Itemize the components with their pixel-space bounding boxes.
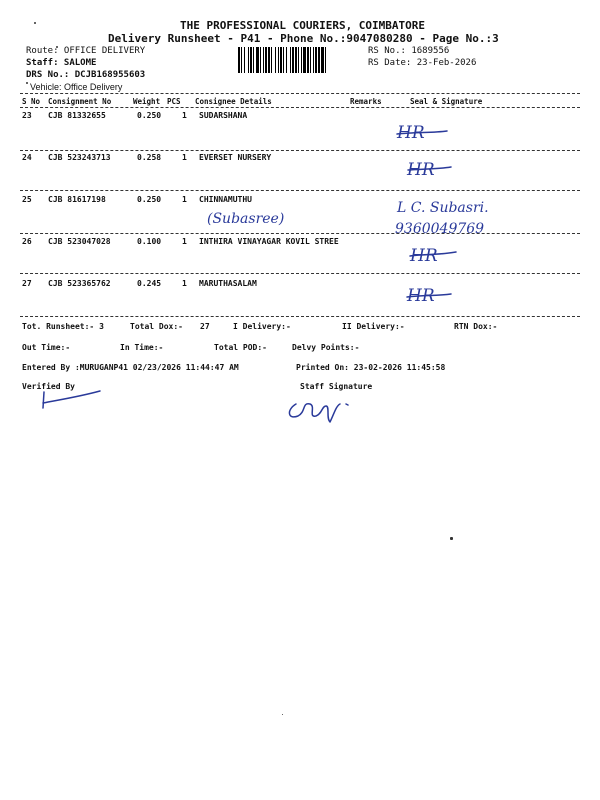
row-weight: 0.250 <box>137 111 162 120</box>
row-pcs: 1 <box>182 279 187 288</box>
barcode-bar <box>310 47 311 73</box>
row-weight: 0.258 <box>137 153 162 162</box>
row-pcs: 1 <box>182 237 187 246</box>
handwritten-signature <box>395 120 455 144</box>
barcode-bar <box>241 47 242 73</box>
printed-on: Printed On: 23-02-2026 11:45:58 <box>296 363 446 372</box>
row-weight: 0.100 <box>137 237 162 246</box>
row-sno: 23 <box>22 111 32 120</box>
speck <box>450 537 453 540</box>
barcode-bar <box>303 47 306 73</box>
col-seal: Seal & Signature <box>410 97 483 106</box>
total-dox-value: 27 <box>200 322 210 331</box>
divider <box>20 190 580 191</box>
barcode-bar <box>292 47 294 73</box>
rs-date: RS Date: 23-Feb-2026 <box>368 58 477 68</box>
verified-by-label: Verified By <box>22 382 75 391</box>
row-consignment: CJB 523365762 <box>48 279 111 288</box>
row-consignment: CJB 523047028 <box>48 237 111 246</box>
delvy-points: Delvy Points:- <box>292 343 360 352</box>
col-consignee: Consignee Details <box>195 97 272 106</box>
svg-text:HR: HR <box>407 286 435 306</box>
row-sno: 25 <box>22 195 32 204</box>
verifier-signature <box>38 388 108 414</box>
svg-text:HR: HR <box>410 246 438 266</box>
barcode-bar <box>318 47 320 73</box>
rs-no: RS No.: 1689556 <box>368 46 450 56</box>
divider <box>20 273 580 274</box>
barcode-bar <box>325 47 326 73</box>
barcode-bar <box>271 47 272 73</box>
runsheet-subtitle: Delivery Runsheet - P41 - Phone No.:9047080280 - Page No.:3 <box>108 32 499 45</box>
barcode-bar <box>290 47 291 73</box>
company-title: THE PROFESSIONAL COURIERS, COIMBATORE <box>180 19 426 32</box>
barcode-bar <box>301 47 302 73</box>
barcode-bar <box>253 47 254 73</box>
handwritten-signature <box>395 196 535 238</box>
row-consignee: CHINNAMUTHU <box>199 195 252 204</box>
barcode-bar <box>263 47 264 73</box>
svg-text:L C. Subasri.: L C. Subasri. <box>397 200 489 216</box>
col-consignment: Consignment No <box>48 97 112 106</box>
col-pcs: PCS <box>167 97 181 106</box>
barcode-bar <box>321 47 324 73</box>
entered-by: Entered By :MURUGANP41 02/23/2026 11:44:47 AM <box>22 363 239 372</box>
row-sno: 24 <box>22 153 32 162</box>
tot-runsheet: Tot. Runsheet:- 3 <box>22 322 104 331</box>
barcode-bar <box>278 47 279 73</box>
speck <box>282 714 283 715</box>
handwritten-signature <box>408 243 468 267</box>
barcode-bar <box>250 47 252 73</box>
total-dox-label: Total Dox:- <box>130 322 183 331</box>
divider <box>20 316 580 317</box>
col-weight: Weight <box>133 97 161 106</box>
barcode-bar <box>265 47 267 73</box>
route-text: Route: OFFICE DELIVERY <box>26 46 146 56</box>
i-delivery: I Delivery:- <box>233 322 291 331</box>
ii-delivery: II Delivery:- <box>342 322 405 331</box>
row-weight: 0.250 <box>137 195 162 204</box>
barcode-bar <box>286 47 287 73</box>
in-time: In Time:- <box>120 343 164 352</box>
row-sno: 26 <box>22 237 32 246</box>
barcode-bar <box>244 47 245 73</box>
barcode-bar <box>248 47 249 73</box>
svg-text:9360049769: 9360049769 <box>395 221 485 237</box>
total-pod: Total POD:- <box>214 343 267 352</box>
row-pcs: 1 <box>182 153 187 162</box>
row-consignment: CJB 81617198 <box>48 195 106 204</box>
staff-signature-label: Staff Signature <box>300 382 373 391</box>
barcode-bar <box>275 47 276 73</box>
row-pcs: 1 <box>182 111 187 120</box>
barcode-bar <box>315 47 317 73</box>
handwritten-note <box>205 206 315 230</box>
vehicle-text: Vehicle: Office Delivery <box>30 82 123 92</box>
barcode-bar <box>238 47 240 73</box>
col-remarks: Remarks <box>350 97 382 106</box>
row-consignee: INTHIRA VINAYAGAR KOVIL STREE <box>199 237 339 246</box>
svg-text:HR: HR <box>407 160 435 180</box>
drs-text: DRS No.: DCJB168955603 <box>26 70 146 80</box>
row-weight: 0.245 <box>137 279 162 288</box>
barcode-bar <box>283 47 284 73</box>
barcode-bar <box>256 47 259 73</box>
svg-text:(Subasree): (Subasree) <box>207 211 285 227</box>
barcode-bar <box>295 47 297 73</box>
barcode-bar <box>298 47 299 73</box>
barcode-bar <box>268 47 270 73</box>
barcode-bar <box>280 47 282 73</box>
barcode-bar <box>260 47 261 73</box>
speck <box>34 22 36 24</box>
divider <box>20 93 580 94</box>
barcode-bar <box>313 47 314 73</box>
divider <box>20 107 580 108</box>
row-consignee: SUDARSHANA <box>199 111 248 120</box>
handwritten-signature <box>405 283 465 307</box>
col-sno: S No <box>22 97 41 106</box>
speck <box>26 82 28 84</box>
row-consignment: CJB 523243713 <box>48 153 111 162</box>
staff-signature <box>282 392 357 426</box>
row-consignee: MARUTHASALAM <box>199 279 257 288</box>
staff-text: Staff: SALOME <box>26 58 97 68</box>
divider <box>20 150 580 151</box>
row-pcs: 1 <box>182 195 187 204</box>
handwritten-signature <box>405 157 465 181</box>
barcode-bar <box>307 47 309 73</box>
barcode <box>238 47 364 73</box>
row-consignee: EVERSET NURSERY <box>199 153 272 162</box>
out-time: Out Time:- <box>22 343 71 352</box>
row-sno: 27 <box>22 279 32 288</box>
row-consignment: CJB 81332655 <box>48 111 106 120</box>
rtn-dox: RTN Dox:- <box>454 322 498 331</box>
svg-text:HR: HR <box>397 123 425 143</box>
